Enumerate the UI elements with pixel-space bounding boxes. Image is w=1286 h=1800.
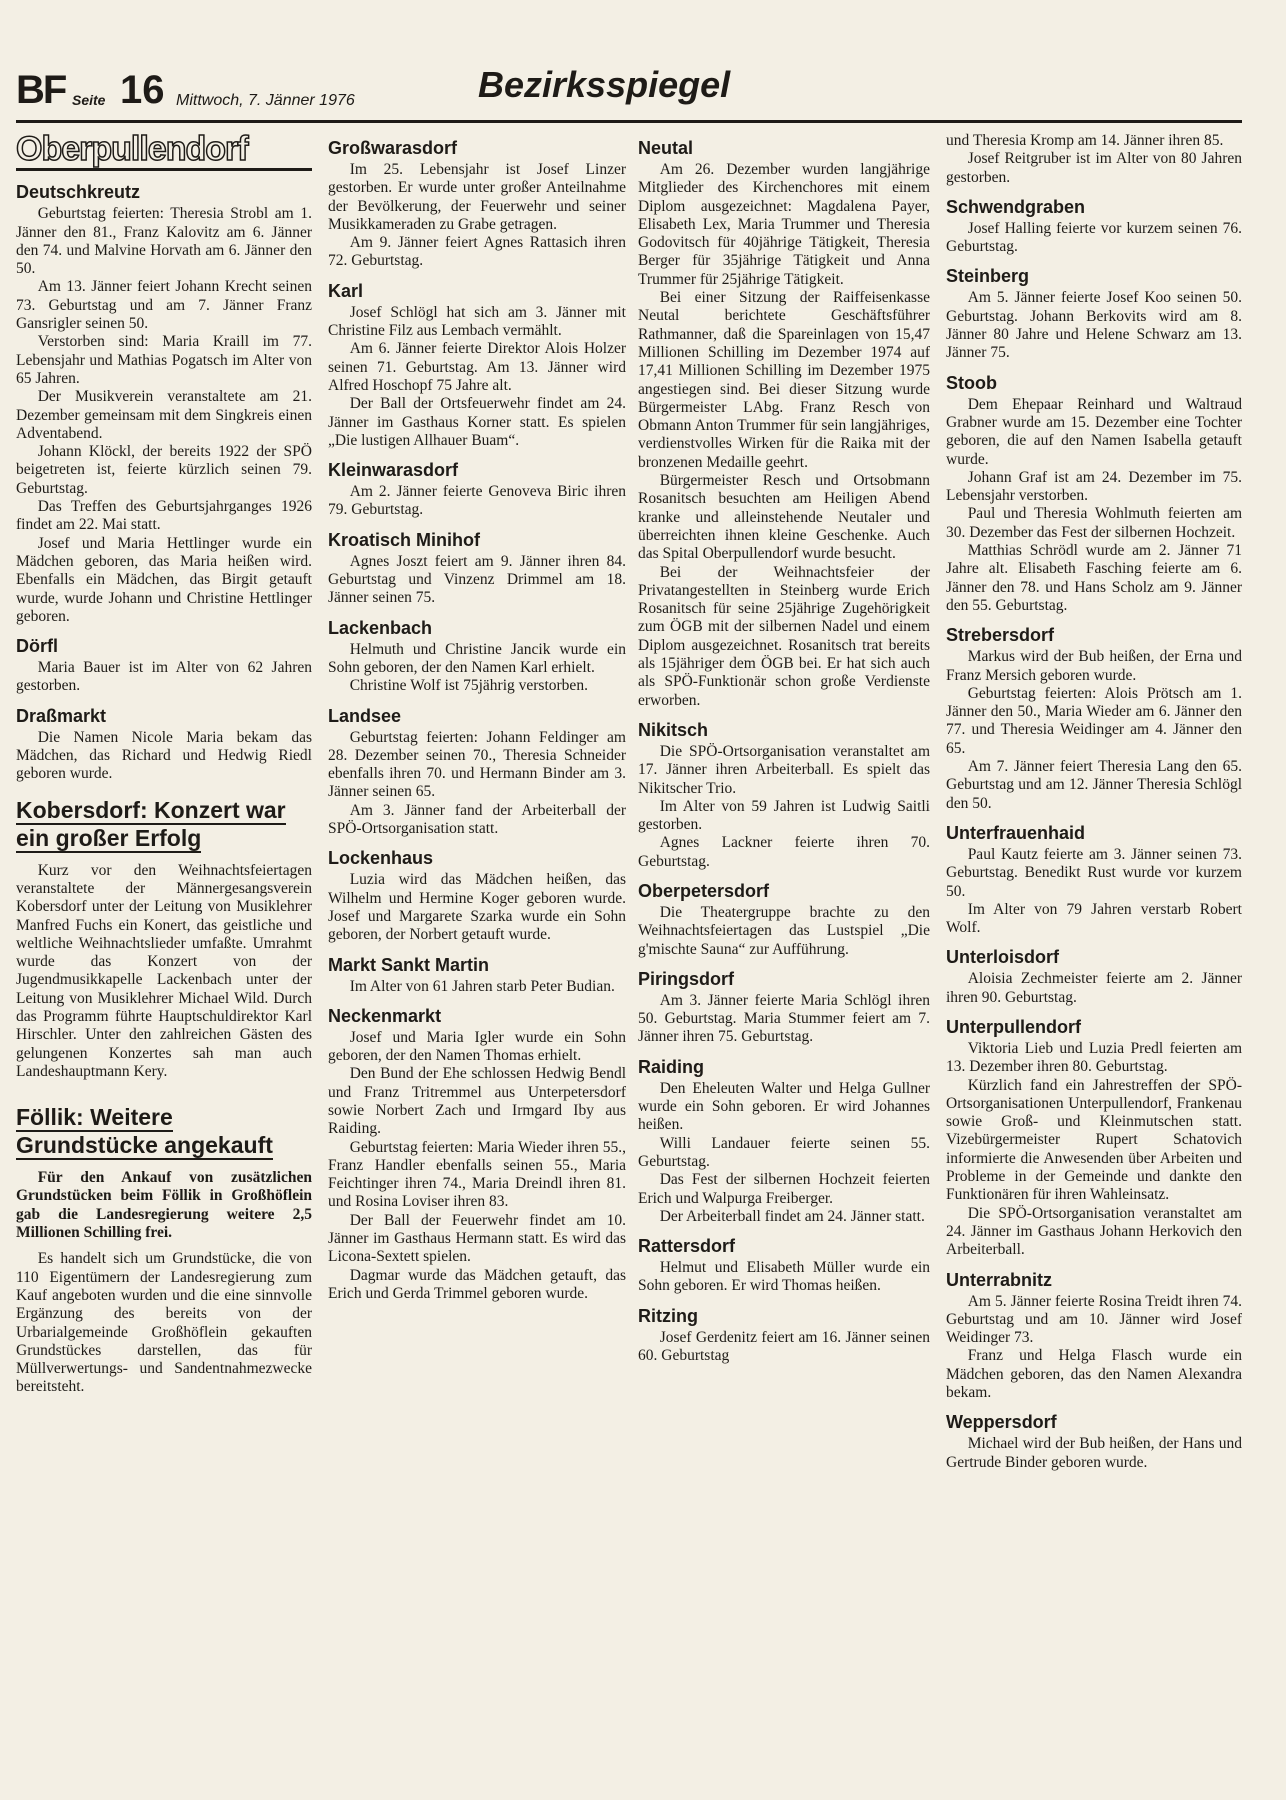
paragraph: Kurz vor den Weihnachtsfeiertagen veranstaltete der Männergesangsverein Kobersdorf unter der Leitung von Musiklehrer Manfred Fuchs ein Konert, das geistliche und weltliche Weihnachtslieder umfaßte. Umrahmt wurde das Konzert von der Jugendmusikkapelle Lackenbach unter der Leitung von Musiklehrer Michael Wild. Durch das Programm führte Hauptschuldirektor Karl Hirschler. Unter den zahlreichen Gästen des gelungenen Konzertes sah man auch Landeshauptmann Kery. (16, 861, 312, 1080)
column-4 (946, 132, 1242, 1782)
section-heading: Unterloisdorf (946, 947, 1060, 968)
section-kroatisch-minihof (328, 529, 626, 612)
paragraph: Johann Klöckl, der bereits 1922 der SPÖ beigetreten ist, feierte kürzlich seinen 79. Geburtstag. (16, 443, 312, 497)
section-piringsdorf (638, 968, 930, 1051)
page-label: Seite (72, 92, 106, 108)
paragraph: Der Arbeiterball findet am 24. Jänner statt. (659, 1207, 925, 1225)
paragraph: Geburtstag feierten: Maria Wieder ihren 55., Franz Handler ebenfalls seinen 55., Maria Feichtinger ihren 74., Maria Dreindl ihren 81. und Rosina Loviser ihren 83. (328, 1138, 626, 1211)
paragraph: Dem Ehepaar Reinhard und Waltraud Grabner wurde am 15. Dezember eine Tochter geboren, die auf den Namen Isabella getauft wurde. (946, 395, 1242, 468)
section-unterpullendorf (946, 1016, 1242, 1264)
article-headline (16, 796, 312, 852)
paragraph: Josef Gerdenitz feiert am 16. Jänner seinen 60. Geburtstag (638, 1328, 930, 1365)
section-heading: Markt Sankt Martin (328, 954, 490, 975)
paragraph: Agnes Joszt feiert am 9. Jänner ihren 84. Geburtstag und Vinzenz Drimmel am 18. Jänner seinen 75. (328, 552, 626, 607)
paragraph: Dagmar wurde das Mädchen getauft, das Erich und Gerda Trimmel geboren wurde. (328, 1266, 626, 1302)
section-heading: Strebersdorf (946, 625, 1055, 646)
section-heading: Nikitsch (638, 719, 709, 740)
section-heading: Stoob (946, 372, 997, 393)
section-heading: Draßmarkt (16, 705, 107, 726)
paragraph: Der Ball der Feuerwehr findet am 10. Jänner im Gasthaus Hermann statt. Es wird das Licona-Sextett spielen. (328, 1211, 626, 1266)
paragraph: Es handelt sich um Grundstücke, die von 110 Eigentümern der Landesregierung zum Kauf angeboten wurden und die eine sinnvolle Ergänzung des bereits von der Urbarialgemeinde Großhöflein gekauften Grundstückes darstellen, das für Müllverwertungs- und Sandentnahmezwecke bereitsteht. (16, 1250, 312, 1396)
paragraph: Paul Kautz feierte am 3. Jänner seinen 73. Geburtstag. Benedikt Rust wurde vor kurzem 50. (946, 845, 1242, 900)
section-stoob (946, 372, 1242, 620)
section-lackenbach (328, 617, 626, 700)
section-steinberg (946, 265, 1242, 366)
section-unterloisdorf (946, 946, 1242, 1011)
paragraph: Am 5. Jänner feierte Josef Koo seinen 50. Geburtstag. Johann Berkovits wird am 8. Jänner 80 Jahre und Helene Schwarz am 13. Jänner 75. (946, 289, 1242, 362)
section-heading: Lockenhaus (328, 848, 434, 869)
paragraph: und Theresia Kromp am 14. Jänner ihren 85. (946, 132, 1224, 149)
section-do-rfl (16, 635, 312, 700)
section-markt-sankt-martin (328, 954, 626, 1000)
section-heading: Landsee (328, 705, 402, 726)
paragraph: Am 3. Jänner fand der Arbeiterball der SPÖ-Ortsorganisation statt. (328, 801, 626, 838)
section-gro-warasdorf (328, 137, 626, 275)
section-heading: Deutschkreutz (16, 182, 141, 203)
paragraph: Johann Graf ist am 24. Dezember im 75. Lebensjahr verstorben. (946, 468, 1242, 505)
paragraph: Franz und Helga Flasch wurde ein Mädchen geboren, das den Namen Alexandra bekam. (946, 1347, 1242, 1402)
section-kleinwarasdorf (328, 459, 626, 524)
paragraph: Den Bund der Ehe schlossen Hedwig Bendl und Franz Tritremmel aus Unterpetersdorf sowie Norbert Zach und Irmgard Iby aus Raiding. (328, 1065, 626, 1138)
paragraph: Helmut und Elisabeth Müller wurde ein Sohn geboren. Er wird Thomas heißen. (638, 1259, 930, 1295)
section-strebersdorf (946, 624, 1242, 817)
paragraph: Am 2. Jänner feierte Genoveva Biric ihren 79. Geburtstag. (328, 483, 626, 519)
paper-logo: BF (16, 68, 66, 112)
section-heading: Schwendgraben (946, 196, 1086, 217)
section-heading: Unterfrauenhaid (946, 822, 1086, 843)
paragraph: Paul und Theresia Wohlmuth feierten am 30. Dezember das Fest der silbernen Hochzeit. (946, 505, 1242, 541)
paragraph: Agnes Lackner feierte ihren 70. Geburtstag. (638, 834, 930, 870)
paragraph: Josef Schlögl hat sich am 3. Jänner mit Christine Filz aus Lembach vermählt. (328, 303, 626, 340)
section-title: Bezirksspiegel (478, 64, 731, 105)
section-heading: Ritzing (638, 1305, 698, 1326)
section-unterrabnitz (946, 1269, 1242, 1407)
article-lead: Für den Ankauf von zusätzlichen Grundstücken beim Föllik in Großhöflein gab die Landesregierung weitere 2,5 Millionen Schilling frei. (16, 1169, 312, 1242)
paragraph: Josef Reitgruber ist im Alter von 80 Jahren gestorben. (946, 150, 1242, 186)
region-title: Oberpullendorf (16, 132, 312, 171)
section-oberpetersdorf (638, 880, 930, 963)
article-headline (16, 1103, 312, 1159)
paragraph: Bei der Weihnachtsfeier der Privatangestellten in Steinberg wurde Erich Rosanitsch für seine 25jährige Zugehörigkeit zum ÖGB mit der silbernen Nadel und einem Diplom ausgezeichnet. Rosanitsch trat bereits als 15jähriger dem ÖGB bei. Er hat sich auch als SPÖ-Funktionär schon große Verdienste erworben. (638, 563, 930, 709)
section-neutal (638, 137, 930, 714)
column-1 (16, 132, 312, 1782)
section-heading: Kleinwarasdorf (328, 460, 459, 481)
column-3 (638, 132, 930, 1782)
paragraph: Am 5. Jänner feierte Rosina Treidt ihren 74. Geburtstag und am 10. Jänner wird Josef Weidinger 73. (946, 1292, 1242, 1347)
section-karl (328, 280, 626, 454)
paragraph: Die Namen Nicole Maria bekam das Mädchen, das Richard und Hedwig Riedl geboren wurde. (16, 728, 312, 783)
paragraph: Am 7. Jänner feiert Theresia Lang den 65. Geburtstag und am 12. Jänner Theresia Schlögl den 50. (946, 758, 1242, 812)
section-raiding (638, 1056, 930, 1230)
article-kobersdorf-konzert-war-ein-gro (16, 796, 312, 1096)
paragraph: Das Fest der silbernen Hochzeit feierten Erich und Walpurga Freiberger. (638, 1171, 930, 1207)
column-2 (328, 132, 626, 1782)
paragraph: Matthias Schrödl wurde am 2. Jänner 71 Jahre alt. Elisabeth Fasching feierte am 6. Jänner den 78. und Hans Scholz am 9. Jänner den 55. Geburtstag. (946, 542, 1242, 614)
headline-text: Kobersdorf: Konzert war ein großer Erfolg (16, 796, 286, 851)
paragraph: Die SPÖ-Ortsorganisation veranstaltet am 17. Jänner ihren Arbeiterball. Es spielt das Nikitscher Trio. (638, 742, 930, 797)
paragraph: Geburtstag feierten: Alois Prötsch am 1. Jänner den 50., Maria Wieder am 6. Jänner den 77. und Theresia Weidinger am 4. Jänner den 65. (946, 684, 1242, 757)
paragraph: Am 9. Jänner feiert Agnes Rattasich ihren 72. Geburtstag. (328, 234, 626, 270)
masthead (16, 64, 1246, 120)
section-heading: Karl (328, 280, 364, 301)
paragraph: Willi Landauer feierte seinen 55. Geburtstag. (638, 1134, 930, 1170)
section-deutschkreutz (16, 181, 312, 630)
paragraph: Am 26. Dezember wurden langjährige Mitglieder des Kirchenchores mit einem Diplom ausgezeichnet: Magdalena Payer, Elisabeth Lex, Maria Trummer und Theresia Godovitsch für 40jährige Tätigkeit, Theresia Berger für 35jährige Tätigkeit und Anna Trummer für 25jährige Tätigkeit. (638, 161, 930, 288)
paragraph: Viktoria Lieb und Luzia Predl feierten am 13. Dezember ihren 80. Geburtstag. (946, 1039, 1242, 1076)
headline-text: Föllik: Weitere Grundstücke angekauft (16, 1104, 273, 1159)
paragraph: Josef und Maria Igler wurde ein Sohn geboren, der den Namen Thomas erhielt. (328, 1028, 626, 1065)
paragraph: Am 6. Jänner feierte Direktor Alois Holzer seinen 71. Geburtstag. Am 13. Jänner wird Alfred Hoschopf 75 Jahre alt. (328, 340, 626, 394)
paragraph: Helmuth und Christine Jancik wurde ein Sohn geboren, der den Namen Karl erhielt. (328, 640, 626, 676)
paragraph: Geburtstag feierten: Theresia Strobl am 1. Jänner den 81., Franz Kalovitz am 6. Jänner den 74. und Malvine Horvath am 6. Jänner den 50. (16, 205, 312, 278)
paragraph: Der Ball der Ortsfeuerwehr findet am 24. Jänner im Gasthaus Korner statt. Es spielen „Die lustigen Allhauer Buam“. (328, 395, 626, 449)
paragraph: Am 13. Jänner feiert Johann Krecht seinen 73. Geburtstag und am 7. Jänner Franz Gansrigler seinen 50. (16, 278, 312, 333)
paragraph: Christine Wolf ist 75jährig verstorben. (349, 677, 588, 695)
section-neckenmarkt (328, 1005, 626, 1307)
paragraph: Aloisia Zechmeister feierte am 2. Jänner ihren 90. Geburtstag. (946, 970, 1242, 1006)
paragraph: Bei einer Sitzung der Raiffeisenkasse Neutal berichtete Geschäftsführer Rathmanner, daß die Spareinlagen von 15,47 Millionen Schilling im Dezember 1974 auf 17,41 Millionen Schilling im Dezember 1975 angestiegen sind. Bei dieser Sitzung wurde Bürgermeister LAbg. Franz Resch von Obmann Anton Trummer für sein langjähriges, verdienstvolles Wirken für die Raika mit der bronzenen Medaille geehrt. (638, 289, 930, 471)
paragraph: Josef Halling feierte vor kurzem seinen 76. Geburtstag. (946, 219, 1242, 256)
paragraph: Die SPÖ-Ortsorganisation veranstaltet am 24. Jänner im Gasthaus Johann Herkovich den Arbeiterball. (946, 1204, 1242, 1259)
section-heading: Neutal (638, 138, 694, 158)
paragraph: Michael wird der Bub heißen, der Hans und Gertrude Binder geboren wurde. (946, 1435, 1242, 1471)
section-ritzing (638, 1305, 930, 1370)
section-heading: Weppersdorf (946, 1412, 1057, 1433)
paragraph: Den Eheleuten Walter und Helga Gullner wurde ein Sohn geboren. Er wird Johannes heißen. (638, 1079, 930, 1134)
paragraph: Markus wird der Bub heißen, der Erna und Franz Mersich geboren wurde. (946, 648, 1242, 684)
masthead-rule (16, 120, 1242, 123)
paragraph: Das Treffen des Geburtsjahrganges 1926 findet am 22. Mai statt. (16, 498, 312, 534)
section-heading: Piringsdorf (638, 968, 735, 989)
section-heading: Lackenbach (328, 617, 433, 638)
section-landsee (328, 705, 626, 843)
paragraph: Im Alter von 59 Jahren ist Ludwig Saitli gestorben. (638, 797, 930, 834)
section-heading: Unterrabnitz (946, 1269, 1053, 1290)
paragraph: Der Musikverein veranstaltete am 21. Dezember gemeinsam mit dem Singkreis einen Adventabend. (16, 388, 312, 442)
article-fo-llik-weitere-grundstu-cke-a (16, 1103, 312, 1411)
paragraph: Bürgermeister Resch und Ortsobmann Rosanitsch besuchten am Heiligen Abend kranke und alleinstehende Neutaler und überreichten ihnen kleine Geschenke. Auch das Spital Oberpullendorf wurde besucht. (638, 472, 930, 563)
section-heading: Steinberg (946, 266, 1030, 287)
issue-date: Mittwoch, 7. Jänner 1976 (176, 92, 355, 109)
section-schwendgraben (946, 196, 1242, 261)
section-lockenhaus (328, 847, 626, 948)
paragraph: Kürzlich fand ein Jahrestreffen der SPÖ-Ortsorganisationen Unterpullendorf, Frankenau sowie Groß- und Kleinmutschen statt. Vizebürgermeister Rupert Schatovich informierte die Anwesenden über Arbeiten und Probleme in der Gemeinde und dankte den Funktionären für ihren Wahleinsatz. (946, 1076, 1242, 1204)
section-heading: Raiding (638, 1056, 704, 1077)
section-unterfrauenhaid (946, 822, 1242, 941)
paragraph: Im 25. Lebensjahr ist Josef Linzer gestorben. Er wurde unter großer Anteilnahme der Bevölkerung, der Feuerwehr und seiner Musikkameraden zu Grabe getragen. (328, 161, 626, 233)
section-heading: Neckenmarkt (328, 1005, 442, 1026)
page-number: 16 (120, 68, 165, 112)
paragraph: Geburtstag feierten: Johann Feldinger am 28. Dezember seinen 70., Theresia Schneider ebenfalls ihren 70. und Hermann Binder am 3. Jänner seinen 65. (328, 728, 626, 801)
paragraph: Maria Bauer ist im Alter von 62 Jahren gestorben. (16, 659, 312, 695)
paragraph: Im Alter von 61 Jahren starb Peter Budian. (349, 977, 615, 995)
paragraph: Verstorben sind: Maria Kraill im 77. Lebensjahr und Mathias Pogatsch im Alter von 65 Jahren. (16, 333, 312, 387)
paragraph: Josef und Maria Hettlinger wurde ein Mädchen geboren, das Maria heißen wird. Ebenfalls ein Mädchen, das Birgit getauft wurde, wurde Johann und Christine Hettlinger geboren. (16, 534, 312, 625)
paragraph: Die Theatergruppe brachte zu den Weihnachtsfeiertagen das Lustspiel „Die g'mischte Sauna“ zur Aufführung. (638, 903, 930, 958)
paragraph: Luzia wird das Mädchen heißen, das Wilhelm und Hermine Koger geboren wurde. Josef und Margarete Szarka wurde ein Sohn geboren, der Norbert getauft wurde. (328, 871, 626, 944)
section-continued (946, 132, 1242, 191)
section-nikitsch (638, 719, 930, 875)
section-heading: Kroatisch Minihof (328, 529, 480, 550)
section-heading: Dörfl (16, 636, 58, 657)
section-heading: Rattersdorf (638, 1236, 736, 1257)
section-weppersdorf (946, 1411, 1242, 1476)
section-heading: Oberpetersdorf (638, 880, 770, 901)
section-dra-markt (16, 705, 312, 788)
paragraph: Am 3. Jänner feierte Maria Schlögl ihren 50. Geburtstag. Maria Stummer feiert am 7. Jänner ihren 75. Geburtstag. (638, 991, 930, 1046)
section-heading: Großwarasdorf (328, 138, 458, 158)
section-rattersdorf (638, 1235, 930, 1300)
paragraph: Im Alter von 79 Jahren verstarb Robert Wolf. (946, 900, 1242, 937)
section-heading: Unterpullendorf (946, 1016, 1081, 1037)
